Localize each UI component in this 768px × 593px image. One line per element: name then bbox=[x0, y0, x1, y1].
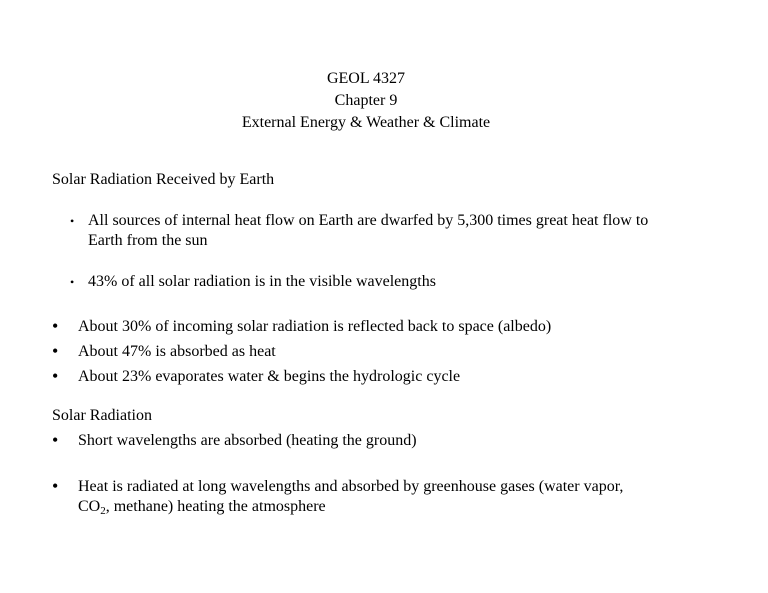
bullet-icon: • bbox=[70, 275, 75, 289]
list-item-text: Short wavelengths are absorbed (heating the ground) bbox=[78, 432, 417, 449]
bullet-icon: • bbox=[70, 214, 75, 228]
list-item bbox=[52, 367, 712, 387]
co2-text: CO bbox=[78, 498, 101, 515]
section-title-solar-radiation-received: Solar Radiation Received by Earth bbox=[52, 171, 275, 188]
co2-subscript: 2 bbox=[100, 505, 106, 517]
list-item bbox=[52, 342, 712, 362]
list-item bbox=[70, 272, 670, 292]
list-item bbox=[52, 431, 712, 451]
list-item-text: All sources of internal heat flow on Earth are dwarfed by 5,300 times great heat flow to Earth from the sun bbox=[88, 212, 649, 249]
chapter-title: External Energy & Weather & Climate bbox=[241, 114, 491, 131]
bullet-icon: • bbox=[52, 476, 59, 496]
list-item-text-rest: , methane) heating the atmosphere bbox=[105, 498, 326, 515]
chapter-number: Chapter 9 bbox=[334, 92, 398, 109]
list-item-text bbox=[78, 477, 712, 517]
list-item bbox=[52, 317, 712, 337]
course-code: GEOL 4327 bbox=[326, 70, 406, 87]
document-header bbox=[0, 68, 732, 134]
section-title-solar-radiation: Solar Radiation bbox=[52, 407, 152, 424]
list-item-text: About 30% of incoming solar radiation is reflected back to space (albedo) bbox=[78, 318, 552, 335]
bullet-icon: • bbox=[52, 316, 59, 336]
list-item-text: About 23% evaporates water & begins the hydrologic cycle bbox=[78, 368, 461, 385]
list-item bbox=[52, 477, 712, 517]
list-item-text: 43% of all solar radiation is in the visible wavelengths bbox=[88, 273, 436, 290]
list-item-text-line1: Heat is radiated at long wavelengths and absorbed by greenhouse gases (water vapor, bbox=[78, 478, 624, 495]
list-item bbox=[70, 211, 670, 251]
list-item-text: About 47% is absorbed as heat bbox=[78, 343, 276, 360]
bullet-icon: • bbox=[52, 430, 59, 450]
bullet-icon: • bbox=[52, 341, 59, 361]
bullet-icon: • bbox=[52, 366, 59, 386]
